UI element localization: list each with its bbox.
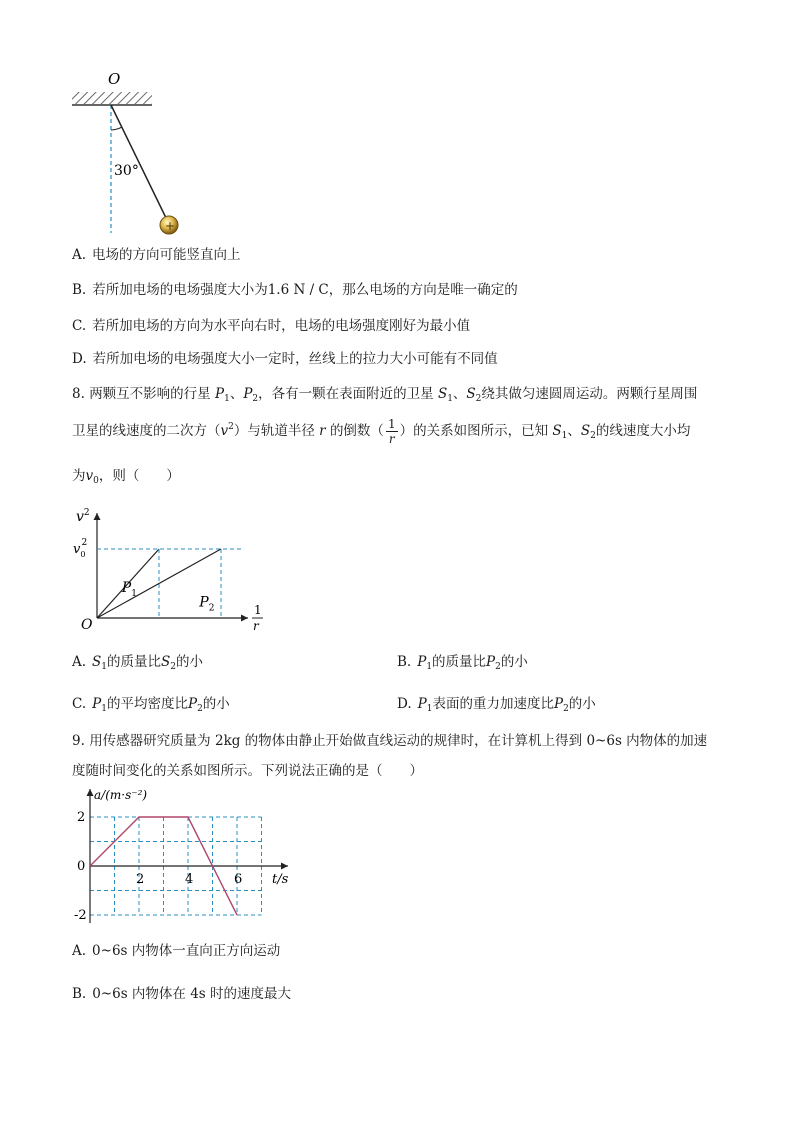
q9-stem-line1: 9. 用传感器研究质量为 2kg 的物体由静止开始做直线运动的规律时，在计算机上得到 0~6s 内物体的加速 [72, 733, 708, 749]
q9-xtick-label: 2 [136, 872, 145, 887]
q9-xtick-label: 6 [234, 872, 243, 887]
q8-option-c: C. $P_1$的平均密度比$P_2$的小 [72, 696, 230, 714]
q8-stem-line3: 为$v_0$，则（ ） [72, 468, 180, 486]
q9-stem-line2: 度随时间变化的关系如图所示。下列说法正确的是（ ） [72, 763, 423, 779]
q8-series-label-p2: $P_2$ [199, 594, 215, 614]
q7-option-b: B. 若所加电场的电场强度大小为1.6 N / C，那么电场的方向是唯一确定的 [72, 282, 518, 298]
q9-option-b: B. 0~6s 内物体在 4s 时的速度最大 [72, 986, 292, 1002]
q8-option-d: D. $P_1$表面的重力加速度比$P_2$的小 [397, 696, 596, 714]
q8-series-label-p1: $P_1$ [121, 579, 137, 599]
q7-option-a: A. 电场的方向可能竖直向上 [72, 247, 241, 263]
q9-ytick-label: 0 [77, 859, 86, 874]
q9-x-label: t/s [272, 872, 289, 887]
q8-origin-label: O [81, 617, 93, 633]
q8-option-b: B. $P_1$的质量比$P_2$的小 [397, 654, 528, 672]
charge-sign: + [165, 219, 176, 233]
q7-option-d: D. 若所加电场的电场强度大小一定时，丝线上的拉力大小可能有不同值 [72, 351, 498, 367]
q8-stem-line2: 卫星的线速度的二次方$(v^2)$与轨道半径 r 的倒数（ $\frac{1}{r}$ ）的关系如图所示，已知 $S_1$、$S_2$的线速度大小均 [72, 417, 691, 446]
q9-y-label: a/(m·s⁻²) [94, 788, 148, 802]
angle-label: 30° [114, 163, 139, 179]
q8-stem-line1: 8. 两颗互不影响的行星 $P_1$、$P_2$，各有一颗在表面附近的卫星 $S_1$、$S_2$绕其做匀速圆周运动。两颗行星周围 [72, 386, 698, 404]
q7-option-c: C. 若所加电场的方向为水平向右时，电场的电场强度刚好为最小值 [72, 318, 471, 334]
ceiling-hatch [72, 92, 152, 104]
q9-acceleration-time-chart [70, 785, 300, 925]
pendulum-figure [60, 68, 180, 243]
angle-arc [111, 127, 122, 130]
q8-v2-vs-inverse-r-chart [70, 505, 270, 635]
q8-y-label: $v^2$ [76, 508, 90, 525]
q8-ytick-v0-squared: $v_02$ [73, 538, 88, 559]
q9-xtick-label: 4 [185, 872, 194, 887]
q9-ytick-label: 2 [77, 810, 86, 825]
q9-ytick-label: -2 [74, 908, 87, 923]
q9-option-a: A. 0~6s 内物体一直向正方向运动 [72, 943, 281, 959]
q8-option-a: A. $S_1$的质量比$S_2$的小 [72, 654, 204, 672]
q8-x-label-den: r [253, 619, 259, 633]
pivot-label: O [108, 70, 121, 88]
q8-x-label-num: 1 [254, 603, 262, 617]
fraction-one-over-r: $\frac{1}{r}$ [387, 417, 396, 446]
